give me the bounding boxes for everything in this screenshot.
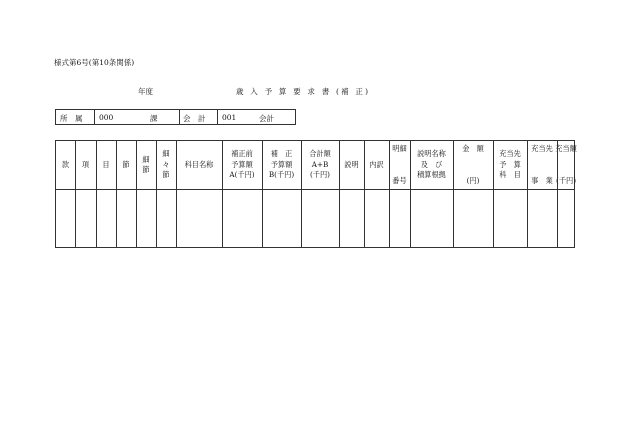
column-divider <box>364 141 365 247</box>
budget-request-table <box>55 140 575 248</box>
column-header-line: (千円) <box>556 175 576 185</box>
account-code: 001 <box>222 113 237 122</box>
column-header-line: 合計額 <box>309 149 331 159</box>
column-header-6 <box>156 141 176 189</box>
column-header-line: 細 <box>162 149 170 159</box>
column-divider <box>301 141 302 247</box>
column-divider <box>75 141 76 247</box>
column-divider <box>262 141 263 247</box>
column-header-line: 金 額 <box>462 144 484 153</box>
kaikei-label: 会 計 <box>183 114 206 123</box>
column-header-line: A+B <box>311 159 329 169</box>
divider <box>94 110 95 124</box>
column-header-line: 積算根拠 <box>417 170 446 180</box>
column-header-14 <box>410 141 453 189</box>
column-header-3 <box>96 141 116 189</box>
shozoku-label: 所 属 <box>60 114 83 123</box>
account-unit: 会計 <box>259 114 274 123</box>
column-header-line: 節 <box>162 170 170 180</box>
column-header-12 <box>364 141 389 189</box>
form-number: 様式第6号(第10条関係) <box>54 58 135 67</box>
column-header-line: 予算額 <box>231 159 253 169</box>
column-header-line: 補正前 <box>231 149 253 159</box>
column-header-line: 々 <box>162 159 170 169</box>
column-header-line: 節 <box>122 159 130 169</box>
column-header-line: 充当先 <box>499 149 521 159</box>
column-header-line: (円) <box>466 175 480 185</box>
column-divider <box>557 141 558 247</box>
column-divider <box>493 141 494 247</box>
column-header-5 <box>136 141 156 189</box>
column-header-line: 款 <box>61 159 70 169</box>
column-header-line: 科目名称 <box>184 159 214 169</box>
column-header-13 <box>389 141 410 189</box>
dept-unit: 課 <box>150 114 158 123</box>
dept-code: 000 <box>99 113 114 122</box>
column-header-line: 充当先 <box>531 144 553 153</box>
column-header-line: 内訳 <box>369 159 384 169</box>
column-header-line: 節 <box>142 165 150 174</box>
column-header-line: 及 び <box>420 159 443 169</box>
divider <box>217 110 218 124</box>
column-header-line: 科 目 <box>499 170 521 180</box>
column-divider <box>339 141 340 247</box>
column-header-18 <box>557 141 575 189</box>
column-header-10 <box>301 141 339 189</box>
column-header-line: 事 業 <box>531 175 553 185</box>
column-header-line: 充当額 <box>555 144 577 153</box>
column-header-17 <box>527 141 557 189</box>
column-header-11 <box>339 141 364 189</box>
column-header-line: 説明 <box>344 159 359 169</box>
column-divider <box>453 141 454 247</box>
column-divider <box>527 141 528 247</box>
column-divider <box>389 141 390 247</box>
column-divider <box>222 141 223 247</box>
column-header-line: 予 算 <box>499 159 521 169</box>
column-header-9 <box>262 141 301 189</box>
column-header-15 <box>453 141 493 189</box>
column-header-line: (千円) <box>310 170 330 180</box>
column-divider <box>136 141 137 247</box>
column-header-1 <box>56 141 75 189</box>
divider <box>179 110 180 124</box>
document-title: 歳 入 予 算 要 求 書 (補 正) <box>236 87 371 96</box>
column-divider <box>156 141 157 247</box>
column-header-line: 予算額 <box>270 159 293 169</box>
column-header-line <box>472 160 474 171</box>
column-divider <box>116 141 117 247</box>
column-header-4 <box>116 141 136 189</box>
column-header-line: 補 正 <box>270 149 293 159</box>
header-separator <box>56 189 574 190</box>
column-header-line: 目 <box>102 159 110 169</box>
column-header-line <box>565 160 567 171</box>
fiscal-year-label: 年度 <box>138 87 153 96</box>
column-header-2 <box>75 141 96 189</box>
column-header-line: 説明名称 <box>417 149 446 159</box>
column-header-line: 番号 <box>392 175 407 185</box>
column-header-8 <box>222 141 262 189</box>
department-account-box <box>55 109 296 125</box>
column-divider <box>410 141 411 247</box>
column-header-16 <box>493 141 527 189</box>
column-header-line: 項 <box>81 159 90 169</box>
column-header-7 <box>176 141 222 189</box>
column-header-line: A(千円) <box>229 170 255 180</box>
column-divider <box>96 141 97 247</box>
column-header-line: 細 <box>142 154 150 164</box>
column-divider <box>176 141 177 247</box>
column-header-line: 明細 <box>392 144 407 153</box>
column-header-line <box>398 160 400 171</box>
column-header-line <box>541 160 543 171</box>
column-header-line: B(千円) <box>268 170 295 180</box>
